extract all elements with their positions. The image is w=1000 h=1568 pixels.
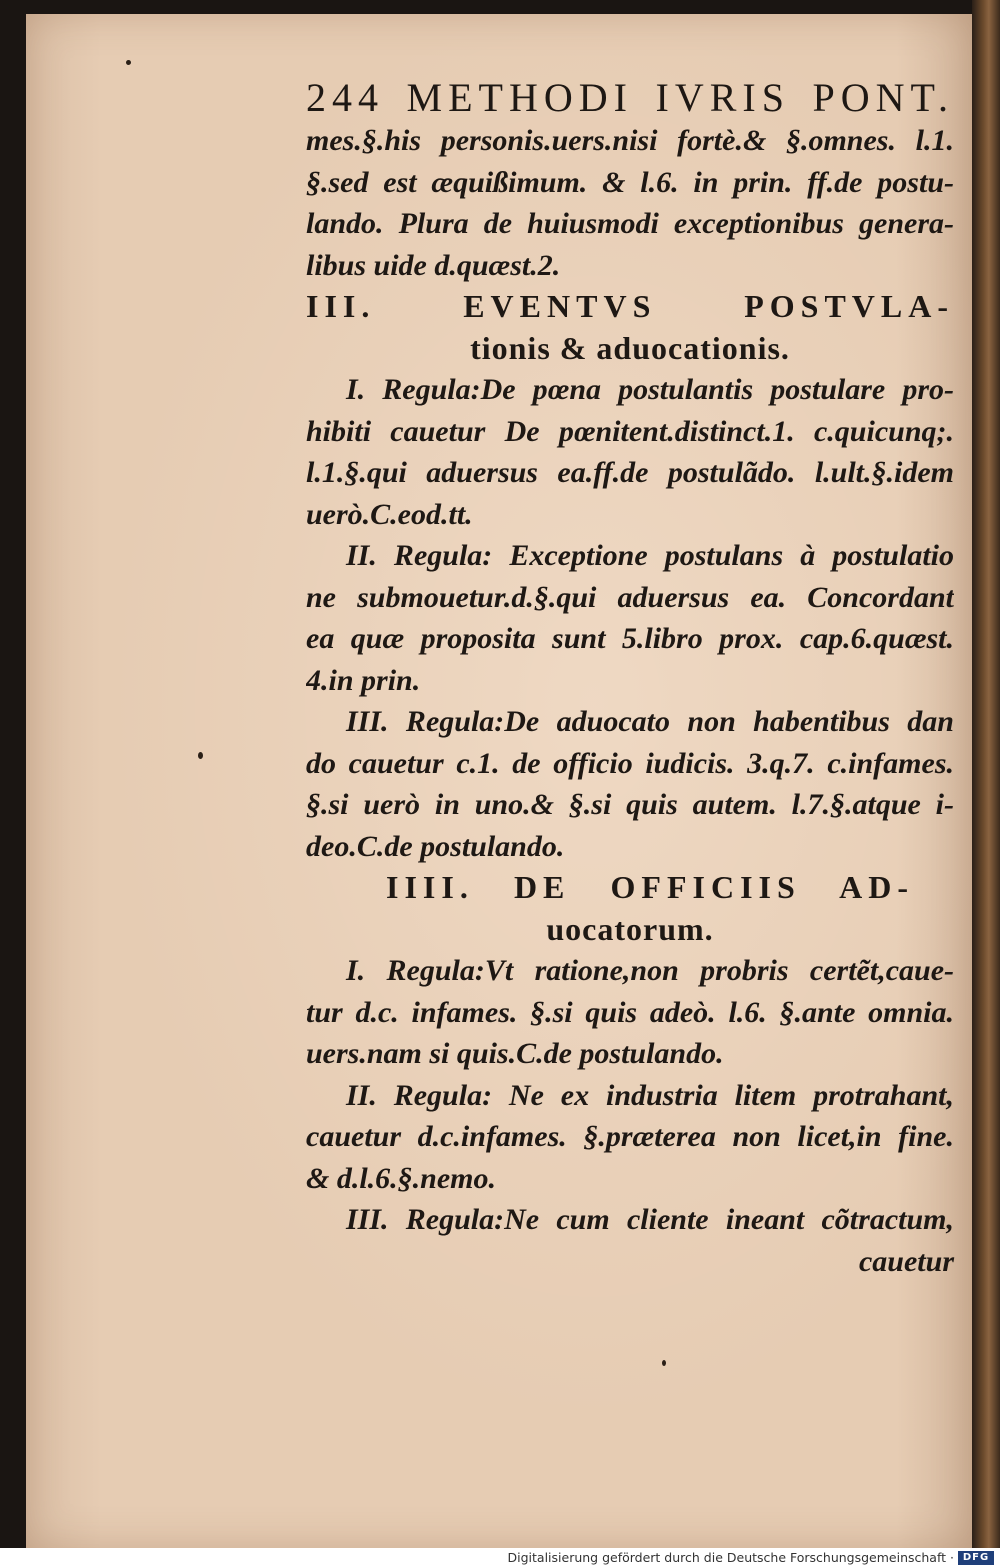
rule-line: I. Regula:Vt ratione,non probris certẽt,caue- bbox=[346, 954, 954, 987]
rule-line: uerò.C.eod.tt. bbox=[306, 497, 473, 531]
digitization-footer bbox=[0, 1548, 1000, 1568]
ink-speck bbox=[662, 1360, 666, 1366]
text-line: lando. Plura de huiusmodi exceptionibus genera- bbox=[306, 207, 954, 240]
rule-line: II. Regula: Exceptione postulans à postulatio bbox=[346, 539, 954, 572]
rule-line: ne submouetur.d.§.qui aduersus ea. Concordant bbox=[306, 580, 954, 614]
rule-line: I. Regula:De pœna postulantis postulare pro- bbox=[346, 373, 954, 406]
rule-line: & d.l.6.§.nemo. bbox=[306, 1161, 497, 1195]
dfg-logo: DFG bbox=[958, 1551, 994, 1565]
ink-speck bbox=[198, 752, 203, 759]
page-text bbox=[306, 76, 954, 1282]
section-heading-continued: uocatorum. bbox=[546, 910, 714, 947]
rule-line: tur d.c. infames. §.si quis adeò. l.6. §.ante omnia. bbox=[306, 995, 954, 1029]
rule-line: l.1.§.qui aduersus ea.ff.de postulãdo. l.ult.§.idem bbox=[306, 456, 954, 489]
rule-line: III. Regula:Ne cum cliente ineant cõtractum, bbox=[346, 1203, 954, 1236]
rule-line: do cauetur c.1. de officio iudicis. 3.q.7. c.infames. bbox=[306, 746, 954, 780]
section-heading: III. EVENTVS POSTVLA- bbox=[306, 288, 954, 324]
rule-line: II. Regula: Ne ex industria litem protrahant, bbox=[346, 1078, 954, 1112]
running-head: 244 METHODI IVRIS PONT. bbox=[306, 75, 954, 120]
rule-line: deo.C.de postulando. bbox=[306, 829, 565, 863]
text-line: §.sed est æquißimum. & l.6. in prin. ff.de postu- bbox=[306, 165, 954, 199]
section-heading: IIII. DE OFFICIIS AD- bbox=[386, 869, 914, 905]
rule-line: ea quæ proposita sunt 5.libro prox. cap.6.quæst. bbox=[306, 622, 954, 655]
ink-speck bbox=[126, 60, 131, 65]
rule-line: uers.nam si quis.C.de postulando. bbox=[306, 1037, 724, 1070]
catchword: cauetur bbox=[858, 1244, 954, 1278]
rule-line: hibiti cauetur De pœnitent.distinct.1. c.quicunq;. bbox=[306, 414, 954, 448]
rule-line: 4.in prin. bbox=[306, 663, 421, 697]
funding-credit: Digitalisierung gefördert durch die Deutsche Forschungsgemeinschaft · bbox=[507, 1550, 954, 1565]
rule-line: §.si uerò in uno.& §.si quis autem. l.7.§.atque i- bbox=[306, 788, 954, 821]
rule-line: cauetur d.c.infames. §.præterea non licet,in fine. bbox=[306, 1120, 954, 1153]
rule-line: III. Regula:De aduocato non habentibus dan bbox=[346, 705, 954, 738]
text-line: mes.§.his personis.uers.nisi fortè.& §.omnes. l.1. bbox=[306, 124, 954, 157]
section-heading-continued: tionis & aduocationis. bbox=[470, 329, 790, 366]
book-spine-edge bbox=[972, 0, 1000, 1548]
text-line: libus uide d.quæst.2. bbox=[306, 248, 561, 282]
